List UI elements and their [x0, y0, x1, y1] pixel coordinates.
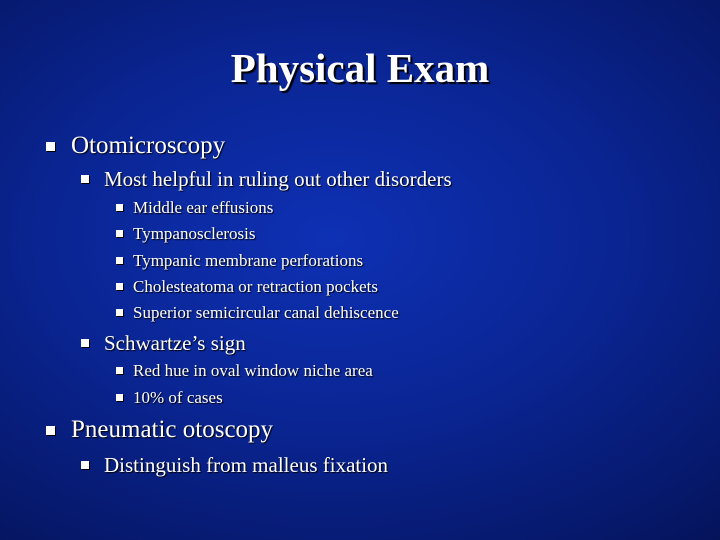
square-bullet-icon: [116, 367, 123, 374]
square-bullet-icon: [116, 230, 123, 237]
square-bullet-icon: [46, 142, 55, 151]
square-bullet-icon: [81, 339, 89, 347]
square-bullet-icon: [116, 204, 123, 211]
square-bullet-icon: [116, 394, 123, 401]
bullet-text: 10% of cases: [133, 388, 223, 407]
square-bullet-icon: [81, 175, 89, 183]
bullet-text: Cholesteatoma or retraction pockets: [133, 277, 378, 296]
square-bullet-icon: [81, 461, 89, 469]
bullet-text: Most helpful in ruling out other disorders: [104, 167, 452, 191]
bullet-text: Distinguish from malleus fixation: [104, 453, 389, 477]
slide-title: Physical Exam: [230, 45, 490, 91]
bullet-text: Superior semicircular canal dehiscence: [133, 303, 399, 322]
bullet-text: Otomicroscopy: [71, 132, 226, 159]
bullet-text: Tympanosclerosis: [133, 224, 256, 243]
square-bullet-icon: [46, 426, 55, 435]
bullet-text: Red hue in oval window niche area: [133, 361, 373, 380]
square-bullet-icon: [116, 283, 123, 290]
bullet-text: Tympanic membrane perforations: [133, 251, 364, 270]
square-bullet-icon: [116, 309, 123, 316]
square-bullet-icon: [116, 257, 123, 264]
bullet-text: Middle ear effusions: [133, 198, 274, 217]
bullet-text: Pneumatic otoscopy: [71, 416, 274, 443]
bullet-text: Schwartze’s sign: [104, 331, 246, 355]
